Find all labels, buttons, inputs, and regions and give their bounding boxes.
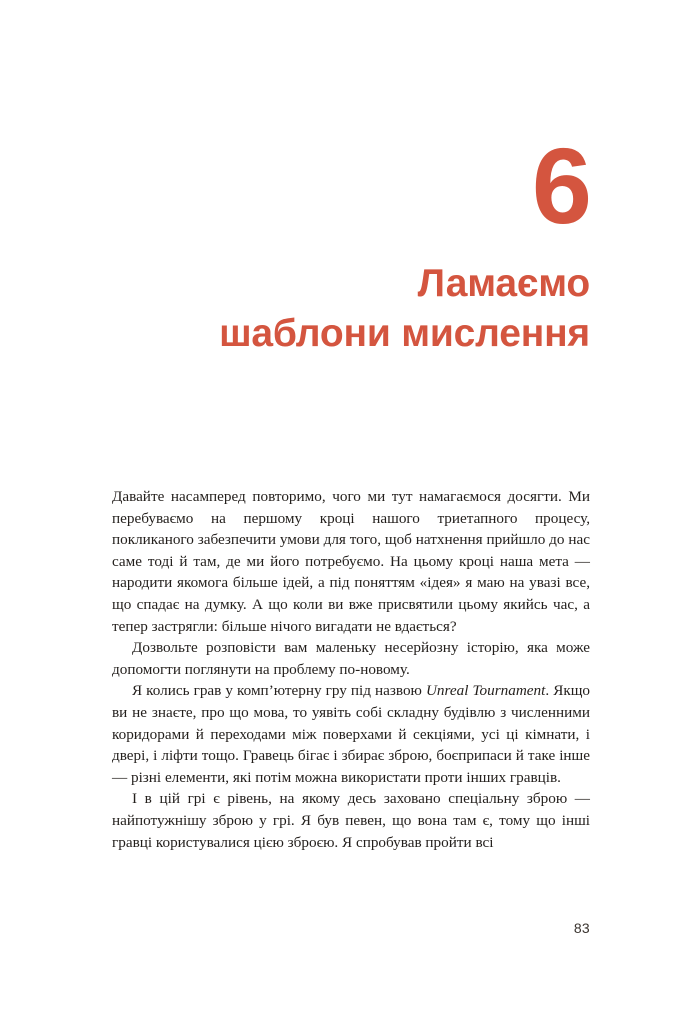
paragraph-text-after-title: . Якщо ви не знаєте, про що мова, то уявіть собі складну будівлю з численними коридорами й переходами між поверхами й секціями, усі ці кімнати, і двері, і ліфти тощо. Гравець бігає і збирає зброю, боєприпаси й таке інше — різні елементи, які потім можна використати проти інших гравців.: [112, 682, 590, 786]
chapter-title-line-2: шаблони мислення: [219, 311, 590, 355]
body-paragraph: [112, 680, 590, 788]
page-number: 83: [573, 920, 590, 936]
body-paragraph: І в цій грі є рівень, на якому десь заховано спеціальну зброю — найпотужнішу зброю у грі. Я був певен, що вона там є, тому що інші гравці користувалися цією зброєю. Я спробував пройти всі: [112, 790, 590, 851]
chapter-title-line-1: Ламаємо: [417, 262, 590, 306]
body-text-block: [112, 486, 590, 853]
chapter-number: 6: [531, 125, 590, 246]
chapter-title: [110, 235, 590, 358]
body-paragraph: Дозвольте розповісти вам маленьку несерйозну історію, яка може допомогти поглянути на проблему по-новому.: [112, 639, 590, 678]
paragraph-text-before-title: Я колись грав у комп’ютерну гру під назвою: [132, 682, 426, 700]
chapter-heading: [110, 125, 590, 358]
body-paragraph: Давайте насамперед повторимо, чого ми тут намагаємося досягти. Ми перебуваємо на першому кроці нашого триетапного процесу, покликаного забезпечити умови для того, щоб натхнення прийшло до нас саме тоді й там, де ми його потребуємо. На цьому кроці наша мета — народити якомога більше ідей, а під поняттям «ідея» я маю на увазі все, що спадає на думку. А що коли ви вже присвятили цьому якийсь час, а тепер застрягли: більше нічого вигадати не вдається?: [112, 488, 590, 635]
game-title-italic: Unreal Tournament: [425, 682, 546, 700]
